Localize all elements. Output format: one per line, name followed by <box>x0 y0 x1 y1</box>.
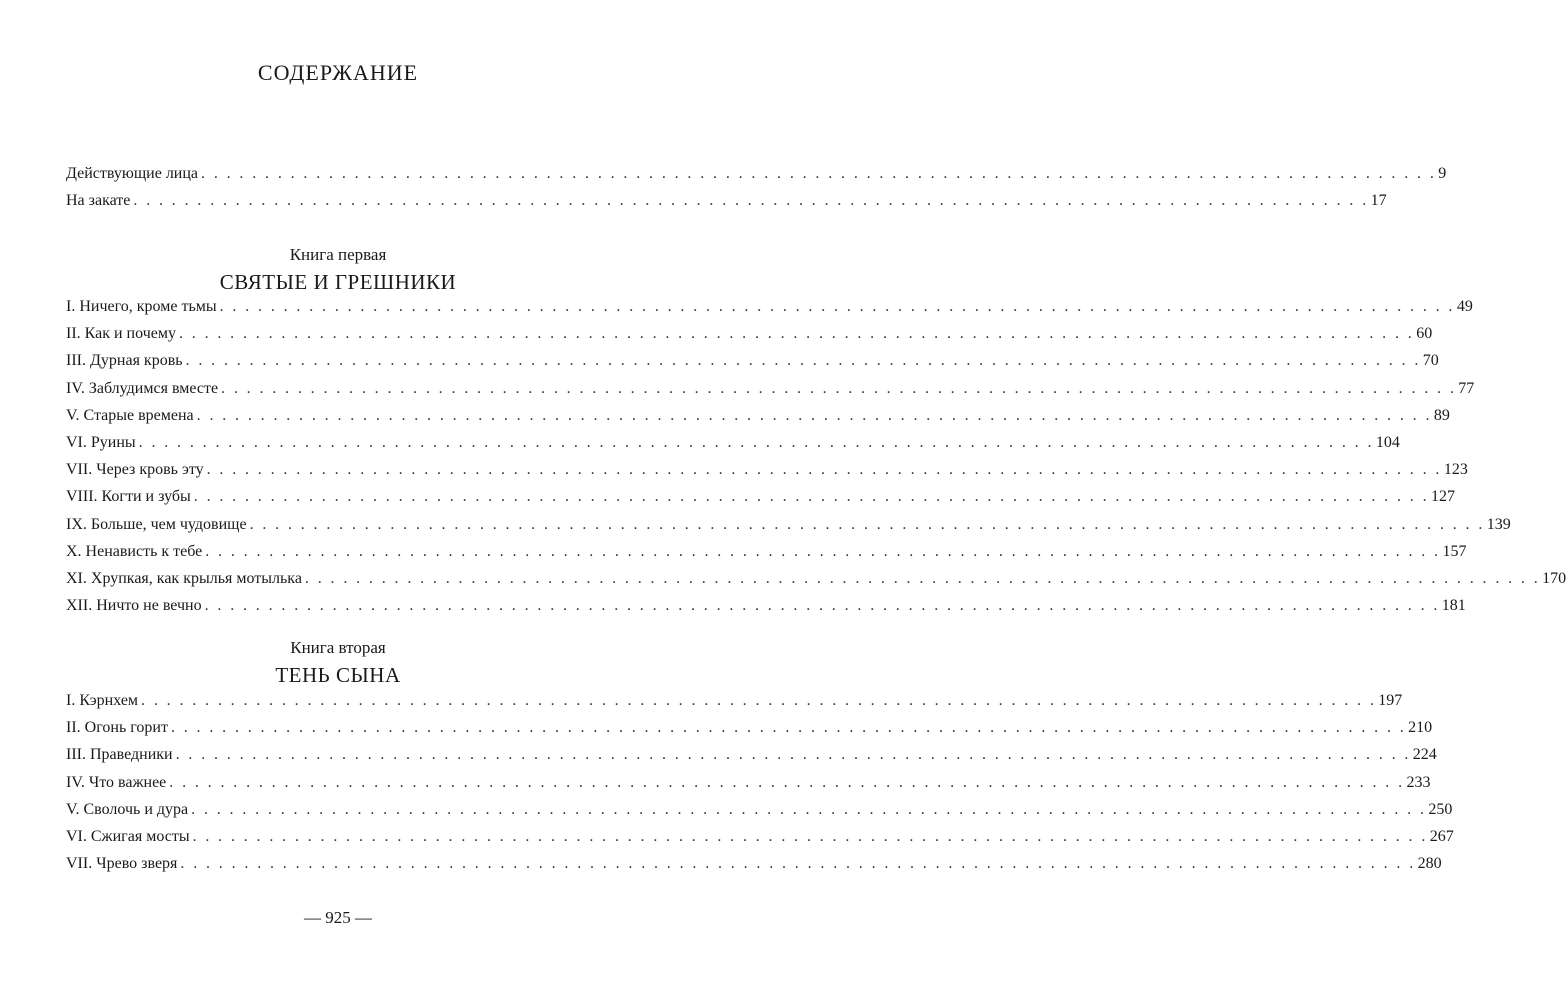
toc-entry[interactable] <box>66 769 1431 796</box>
dot-leader: . . . . . . . . . . . . . . . . . . . . . . . . . . . . . . . . . . . . . . . . . . . . . . . . . . . . . . . . . . . . . . . . . . . . . . . . . . . . . . . . . . . . . . . . . . . . . . . . . <box>138 433 1374 451</box>
toc-entry-page: 104 <box>1375 433 1400 451</box>
toc-entry-title: II. Как и почему <box>66 325 176 343</box>
book-two-label: Книга вторая <box>290 638 386 657</box>
toc-entry-page: 127 <box>1430 488 1455 506</box>
toc-entry[interactable] <box>66 823 1454 850</box>
dot-leader: . . . . . . . . . . . . . . . . . . . . . . . . . . . . . . . . . . . . . . . . . . . . . . . . . . . . . . . . . . . . . . . . . . . . . . . . . . . . . . . . . . . . . . . . . . . . . . . . . <box>178 325 1415 343</box>
book-two-heading <box>0 637 676 689</box>
dot-leader: . . . . . . . . . . . . . . . . . . . . . . . . . . . . . . . . . . . . . . . . . . . . . . . . . . . . . . . . . . . . . . . . . . . . . . . . . . . . . . . . . . . . . . . . . . . . . . . . . <box>192 827 1428 845</box>
toc-entry[interactable] <box>66 796 1453 823</box>
toc-entry-title: VII. Через кровь эту <box>66 461 204 479</box>
book-one-heading <box>0 244 676 296</box>
dot-leader: . . . . . . . . . . . . . . . . . . . . . . . . . . . . . . . . . . . . . . . . . . . . . . . . . . . . . . . . . . . . . . . . . . . . . . . . . . . . . . . . . . . . . . . . . . . . . . . . . <box>221 379 1457 397</box>
toc-entry-title: III. Дурная кровь <box>66 352 183 370</box>
toc-entry[interactable] <box>66 160 1447 187</box>
toc-entry-page: 250 <box>1428 800 1453 818</box>
toc-entry[interactable] <box>66 347 1439 374</box>
dot-leader: . . . . . . . . . . . . . . . . . . . . . . . . . . . . . . . . . . . . . . . . . . . . . . . . . . . . . . . . . . . . . . . . . . . . . . . . . . . . . . . . . . . . . . . . . . . . . . . . . <box>141 692 1377 709</box>
toc-entry-page: 60 <box>1416 325 1433 343</box>
toc-entry[interactable] <box>66 456 1468 483</box>
toc-entry-title: Действующие лица <box>66 165 199 182</box>
dot-leader: . . . . . . . . . . . . . . . . . . . . . . . . . . . . . . . . . . . . . . . . . . . . . . . . . . . . . . . . . . . . . . . . . . . . . . . . . . . . . . . . . . . . . . . . . . . . . . . . . <box>191 800 1427 818</box>
toc-entry-title: II. Огонь горит <box>66 719 168 737</box>
toc-entry-page: 17 <box>1370 192 1387 210</box>
toc-entry[interactable] <box>66 538 1467 565</box>
toc-entry-page: 224 <box>1412 746 1437 764</box>
book-one-label: Книга первая <box>289 245 387 264</box>
toc-entry-title: XII. Ничто не вечно <box>66 597 202 615</box>
toc-entry-title: VIII. Когти и зубы <box>66 488 191 506</box>
toc-entry-title: VI. Руины <box>66 433 136 451</box>
toc-entry-title: IV. Заблудимся вместе <box>66 379 219 397</box>
toc-entry[interactable] <box>66 187 1387 214</box>
toc-entry-title: V. Сволочь и дура <box>66 800 189 818</box>
toc-entry-page: 123 <box>1443 461 1468 479</box>
toc-entry-title: VI. Сжигая мосты <box>66 827 190 845</box>
dot-leader: . . . . . . . . . . . . . . . . . . . . . . . . . . . . . . . . . . . . . . . . . . . . . . . . . . . . . . . . . . . . . . . . . . . . . . . . . . . . . . . . . . . . . . . . . . . . . . . . . <box>169 773 1405 791</box>
dot-leader: . . . . . . . . . . . . . . . . . . . . . . . . . . . . . . . . . . . . . . . . . . . . . . . . . . . . . . . . . . . . . . . . . . . . . . . . . . . . . . . . . . . . . . . . . . . . . . . . . <box>219 298 1455 315</box>
dot-leader: . . . . . . . . . . . . . . . . . . . . . . . . . . . . . . . . . . . . . . . . . . . . . . . . . . . . . . . . . . . . . . . . . . . . . . . . . . . . . . . . . . . . . . . . . . . . . . . . . <box>185 352 1421 370</box>
toc-entry-title: III. Праведники <box>66 746 173 764</box>
toc-entry[interactable] <box>66 565 1566 592</box>
dot-leader: . . . . . . . . . . . . . . . . . . . . . . . . . . . . . . . . . . . . . . . . . . . . . . . . . . . . . . . . . . . . . . . . . . . . . . . . . . . . . . . . . . . . . . . . . . . . . . . . . <box>193 488 1429 506</box>
toc-entry-page: 170 <box>1542 569 1566 587</box>
toc-entry[interactable] <box>66 483 1455 510</box>
toc-entry-title: На закате <box>66 192 131 210</box>
book-two-title: ТЕНЬ СЫНА <box>275 663 401 687</box>
toc-entry-page: 267 <box>1429 827 1454 845</box>
toc-entry[interactable] <box>66 850 1442 877</box>
book-one-chapter-list <box>66 293 1566 619</box>
toc-entry[interactable] <box>66 293 1473 320</box>
toc-entry[interactable] <box>66 375 1475 402</box>
dot-leader: . . . . . . . . . . . . . . . . . . . . . . . . . . . . . . . . . . . . . . . . . . . . . . . . . . . . . . . . . . . . . . . . . . . . . . . . . . . . . . . . . . . . . . . . . . . . . . . . . <box>304 569 1541 587</box>
dot-leader: . . . . . . . . . . . . . . . . . . . . . . . . . . . . . . . . . . . . . . . . . . . . . . . . . . . . . . . . . . . . . . . . . . . . . . . . . . . . . . . . . . . . . . . . . . . . . . . . . <box>133 192 1369 210</box>
toc-entry[interactable] <box>66 714 1433 741</box>
toc-entry[interactable] <box>66 741 1437 768</box>
page-number: — 925 — <box>304 908 372 927</box>
front-matter-list <box>66 160 1447 214</box>
toc-entry-page: 77 <box>1458 379 1475 397</box>
toc-entry-title: I. Кэрнхем <box>66 692 139 709</box>
toc-entry[interactable] <box>66 592 1466 619</box>
toc-entry-title: X. Ненависть к тебе <box>66 542 203 560</box>
toc-entry-title: V. Старые времена <box>66 406 194 424</box>
toc-entry-page: 157 <box>1442 542 1467 560</box>
dot-leader: . . . . . . . . . . . . . . . . . . . . . . . . . . . . . . . . . . . . . . . . . . . . . . . . . . . . . . . . . . . . . . . . . . . . . . . . . . . . . . . . . . . . . . . . . . . . . . . . . <box>249 515 1485 533</box>
toc-entry-title: I. Ничего, кроме тьмы <box>66 298 217 315</box>
toc-entry-page: 233 <box>1406 773 1431 791</box>
toc-entry-title: IX. Больше, чем чудовище <box>66 515 247 533</box>
toc-entry-title: XI. Хрупкая, как крылья мотылька <box>66 569 302 587</box>
toc-entry-page: 9 <box>1438 165 1447 182</box>
dot-leader: . . . . . . . . . . . . . . . . . . . . . . . . . . . . . . . . . . . . . . . . . . . . . . . . . . . . . . . . . . . . . . . . . . . . . . . . . . . . . . . . . . . . . . . . . . . . . . . . . <box>206 461 1442 479</box>
book-one-title: СВЯТЫЕ И ГРЕШНИКИ <box>219 270 457 294</box>
toc-entry-page: 280 <box>1417 855 1442 873</box>
toc-entry[interactable] <box>66 320 1433 347</box>
toc-entry-page: 181 <box>1441 597 1466 615</box>
dot-leader: . . . . . . . . . . . . . . . . . . . . . . . . . . . . . . . . . . . . . . . . . . . . . . . . . . . . . . . . . . . . . . . . . . . . . . . . . . . . . . . . . . . . . . . . . . . . . . . . . <box>180 855 1416 873</box>
toc-entry-title: IV. Что важнее <box>66 773 167 791</box>
toc-entry-page: 197 <box>1378 692 1403 709</box>
page-title: СОДЕРЖАНИЕ <box>257 60 419 85</box>
dot-leader: . . . . . . . . . . . . . . . . . . . . . . . . . . . . . . . . . . . . . . . . . . . . . . . . . . . . . . . . . . . . . . . . . . . . . . . . . . . . . . . . . . . . . . . . . . . . . . . . . <box>196 406 1432 424</box>
dot-leader: . . . . . . . . . . . . . . . . . . . . . . . . . . . . . . . . . . . . . . . . . . . . . . . . . . . . . . . . . . . . . . . . . . . . . . . . . . . . . . . . . . . . . . . . . . . . . . . . . <box>170 719 1407 737</box>
toc-entry-page: 49 <box>1456 298 1473 315</box>
book-two-chapter-list <box>66 687 1454 877</box>
dot-leader: . . . . . . . . . . . . . . . . . . . . . . . . . . . . . . . . . . . . . . . . . . . . . . . . . . . . . . . . . . . . . . . . . . . . . . . . . . . . . . . . . . . . . . . . . . . . . . . . . <box>175 746 1411 764</box>
toc-entry-page: 70 <box>1422 352 1439 370</box>
dot-leader: . . . . . . . . . . . . . . . . . . . . . . . . . . . . . . . . . . . . . . . . . . . . . . . . . . . . . . . . . . . . . . . . . . . . . . . . . . . . . . . . . . . . . . . . . . . . . . . . . <box>205 542 1441 560</box>
toc-entry[interactable] <box>66 402 1450 429</box>
toc-entry-page: 89 <box>1433 406 1450 424</box>
dot-leader: . . . . . . . . . . . . . . . . . . . . . . . . . . . . . . . . . . . . . . . . . . . . . . . . . . . . . . . . . . . . . . . . . . . . . . . . . . . . . . . . . . . . . . . . . . . . . . . . . <box>204 597 1440 615</box>
toc-entry[interactable] <box>66 429 1400 456</box>
toc-entry[interactable] <box>66 687 1403 714</box>
toc-entry-title: VII. Чрево зверя <box>66 855 178 873</box>
toc-entry-page: 139 <box>1486 515 1511 533</box>
dot-leader: . . . . . . . . . . . . . . . . . . . . . . . . . . . . . . . . . . . . . . . . . . . . . . . . . . . . . . . . . . . . . . . . . . . . . . . . . . . . . . . . . . . . . . . . . . . . . . . . . <box>201 165 1437 182</box>
toc-entry[interactable] <box>66 511 1511 538</box>
toc-entry-page: 210 <box>1408 719 1433 737</box>
